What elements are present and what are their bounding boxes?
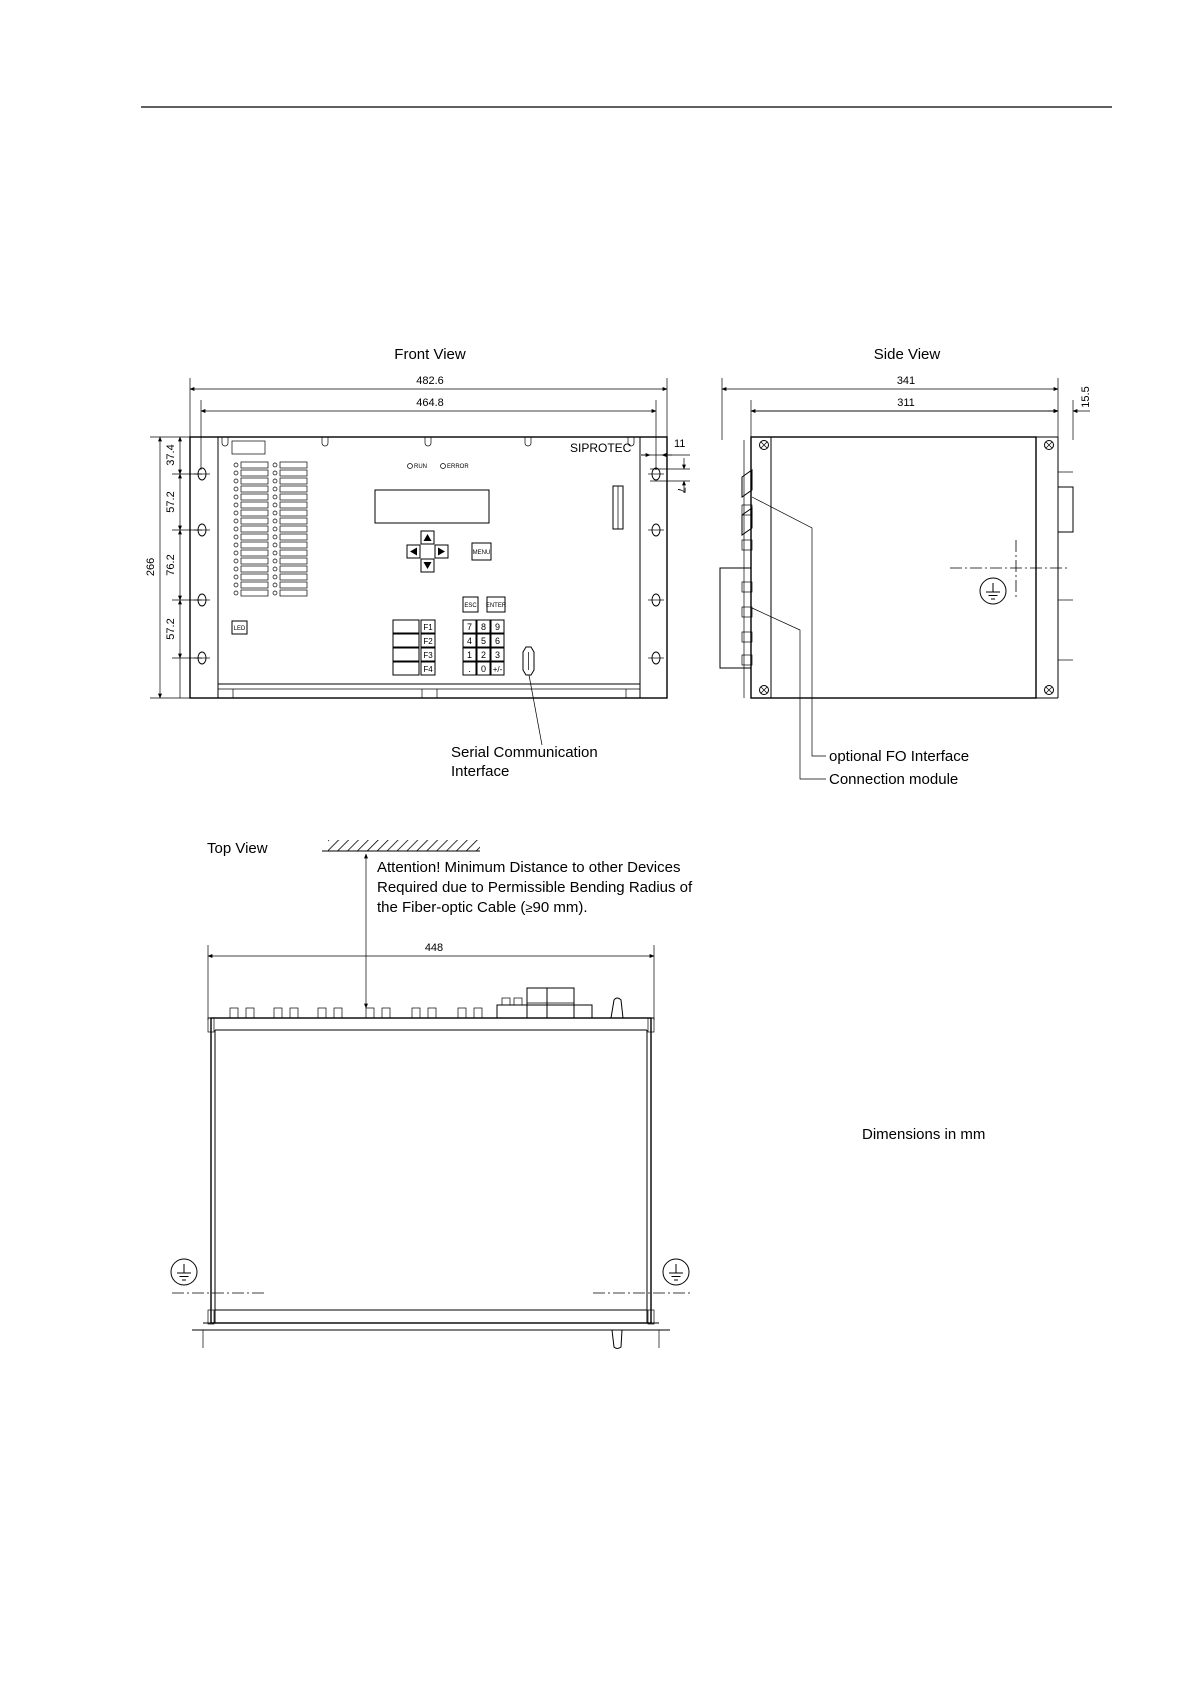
- serial-port-icon: [523, 647, 534, 675]
- top-housing-outline: [211, 1018, 651, 1323]
- ground-icon-right: [663, 1259, 689, 1285]
- adjacent-device-wall: [328, 840, 480, 851]
- dim-row-1: 37.4: [165, 444, 177, 466]
- dim-row-2: 57.2: [165, 491, 177, 513]
- key-0: 0: [480, 664, 487, 674]
- menu-key-label: MENU: [472, 550, 491, 556]
- dim-row-4: 57.2: [165, 618, 177, 640]
- side-view-title: Side View: [873, 346, 941, 363]
- dim-overall-height: 266: [145, 557, 157, 577]
- dim-overall-width: 482.6: [416, 375, 444, 387]
- rear-terminals: [230, 988, 623, 1018]
- key-9: 9: [494, 622, 501, 632]
- arrow-keypad: [407, 531, 448, 572]
- top-view-note-line3: the Fiber-optic Cable (≥90 mm).: [377, 899, 588, 916]
- top-view-title: Top View: [207, 840, 268, 857]
- front-view-title: Front View: [394, 346, 466, 363]
- f4-key-label: F4: [423, 665, 433, 674]
- lcd-display: [375, 490, 489, 523]
- connection-module: [720, 568, 751, 668]
- ground-icon-left: [171, 1259, 197, 1285]
- units-note: Dimensions in mm: [862, 1126, 986, 1143]
- key-dot: .: [468, 664, 471, 674]
- top-view-note-line2: Required due to Permissible Bending Radius of: [377, 879, 693, 896]
- dim-hole-height: 7: [675, 486, 687, 494]
- dim-hole-offset: 11: [674, 438, 686, 450]
- key-1: 1: [466, 650, 473, 660]
- error-led: [441, 464, 446, 469]
- label-strip: [232, 441, 265, 454]
- led-column-left: [234, 462, 268, 596]
- front-view: [145, 346, 690, 780]
- dim-terminal: 15.5: [1080, 386, 1092, 408]
- f2-key-label: F2: [423, 637, 433, 646]
- callout-serial-line1: Serial Communication: [451, 744, 598, 761]
- side-view: [720, 346, 1092, 788]
- enter-key-label: ENTER: [485, 603, 507, 609]
- f3-key-label: F3: [423, 651, 433, 660]
- dim-mounting-width: 464.8: [416, 397, 444, 409]
- key-8: 8: [480, 622, 487, 632]
- key-2: 2: [480, 650, 487, 660]
- brand-label: SIPROTEC: [570, 441, 632, 455]
- side-terminal-block: [1058, 487, 1073, 532]
- callout-serial-line2: Interface: [451, 763, 510, 780]
- dim-depth-body: 311: [897, 397, 915, 409]
- dim-depth-total: 341: [896, 375, 916, 387]
- run-led: [408, 464, 413, 469]
- key-plus-minus: +/-: [492, 665, 503, 674]
- function-keys: [393, 620, 435, 675]
- key-7: 7: [466, 622, 473, 632]
- key-4: 4: [466, 636, 473, 646]
- top-view-note-line1: Attention! Minimum Distance to other Devices: [377, 859, 681, 876]
- error-label: ERROR: [447, 464, 469, 470]
- run-label: RUN: [414, 464, 427, 470]
- led-key-label: LED: [233, 626, 246, 632]
- key-3: 3: [494, 650, 501, 660]
- led-column-right: [273, 462, 307, 596]
- numeric-keypad: [463, 620, 504, 675]
- dim-row-3: 76.2: [165, 554, 177, 576]
- callout-fo-interface: optional FO Interface: [829, 748, 970, 765]
- key-6: 6: [494, 636, 501, 646]
- f1-key-label: F1: [423, 623, 433, 632]
- ground-icon: [980, 578, 1006, 604]
- dim-top-width: 448: [424, 942, 444, 954]
- esc-key-label: ESC: [464, 603, 477, 609]
- side-housing-outline: [751, 437, 1036, 698]
- callout-connection-module: Connection module: [829, 771, 959, 788]
- key-5: 5: [480, 636, 487, 646]
- top-view: [171, 840, 693, 1349]
